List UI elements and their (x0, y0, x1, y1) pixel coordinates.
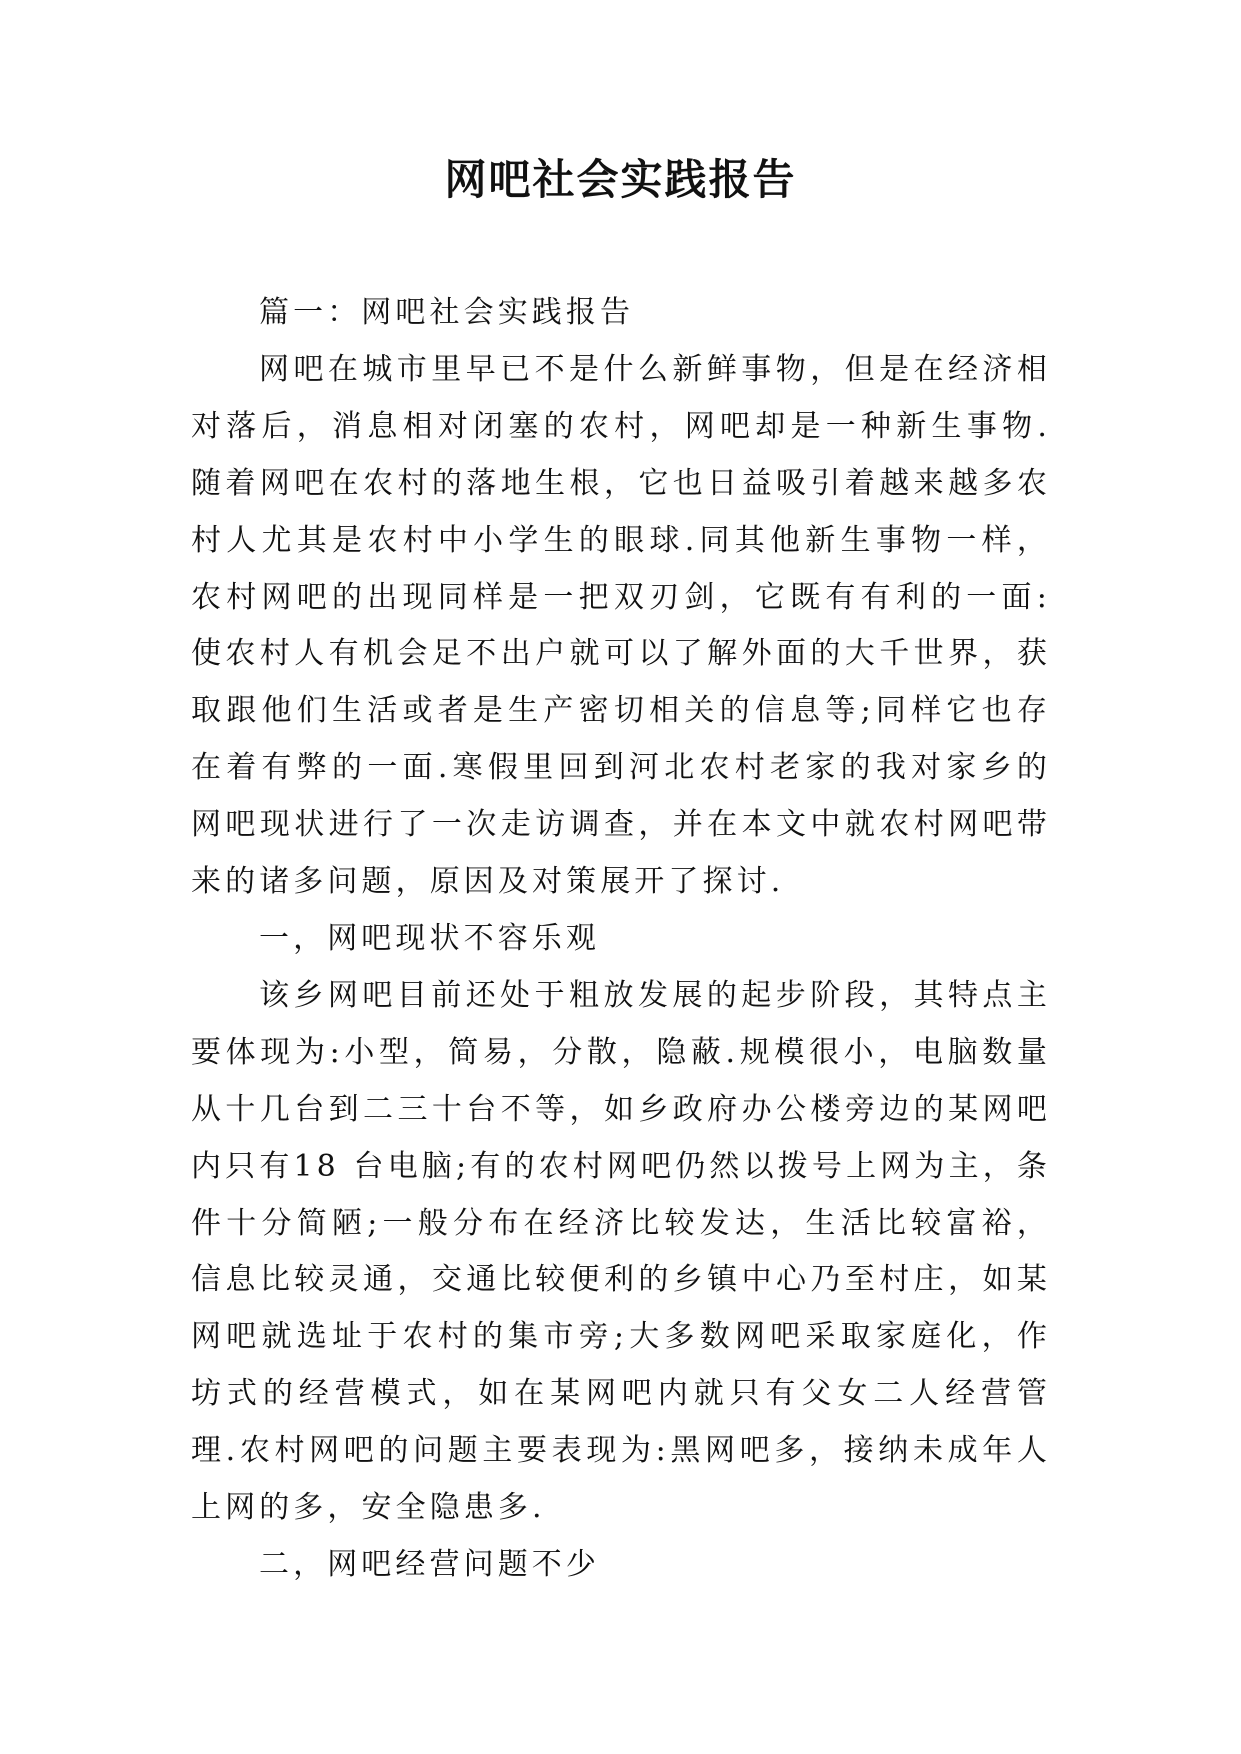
status-paragraph: 该乡网吧目前还处于粗放发展的起步阶段，其特点主要体现为:小型，简易，分散，隐蔽.规模很小，电脑数量从十几台到二三十台不等，如乡政府办公楼旁边的某网吧内只有18 台电脑;有的农村网吧仍然以拨号上网为主，条件十分简陋;一般分布在经济比较发达，生活比较富裕，信息比较灵通，交通比较便利的乡镇中心乃至村庄，如某网吧就选址于农村的集市旁;大多数网吧采取家庭化，作坊式的经营模式，如在某网吧内就只有父女二人经营管理.农村网吧的问题主要表现为:黑网吧多，接纳未成年人上网的多，安全隐患多. (191, 977, 1051, 1526)
document-title: 网吧社会实践报告 (444, 155, 797, 204)
document-body (191, 285, 1051, 1594)
section-heading-part-one: 篇一：网吧社会实践报告 (259, 295, 635, 330)
intro-paragraph: 网吧在城市里早已不是什么新鲜事物，但是在经济相对落后，消息相对闭塞的农村，网吧却是一种新生事物.随着网吧在农村的落地生根，它也日益吸引着越来越多农村人尤其是农村中小学生的眼球.同其他新生事物一样，农村网吧的出现同样是一把双刃剑，它既有有利的一面:使农村人有机会足不出户就可以了解外面的大千世界，获取跟他们生活或者是生产密切相关的信息等;同样它也存在着有弊的一面.寒假里回到河北农村老家的我对家乡的网吧现状进行了一次走访调查，并在本文中就农村网吧带来的诸多问题，原因及对策展开了探讨. (191, 351, 1051, 900)
section-heading-problems: 二，网吧经营问题不少 (259, 1546, 600, 1582)
section-heading-status: 一，网吧现状不容乐观 (259, 920, 600, 956)
